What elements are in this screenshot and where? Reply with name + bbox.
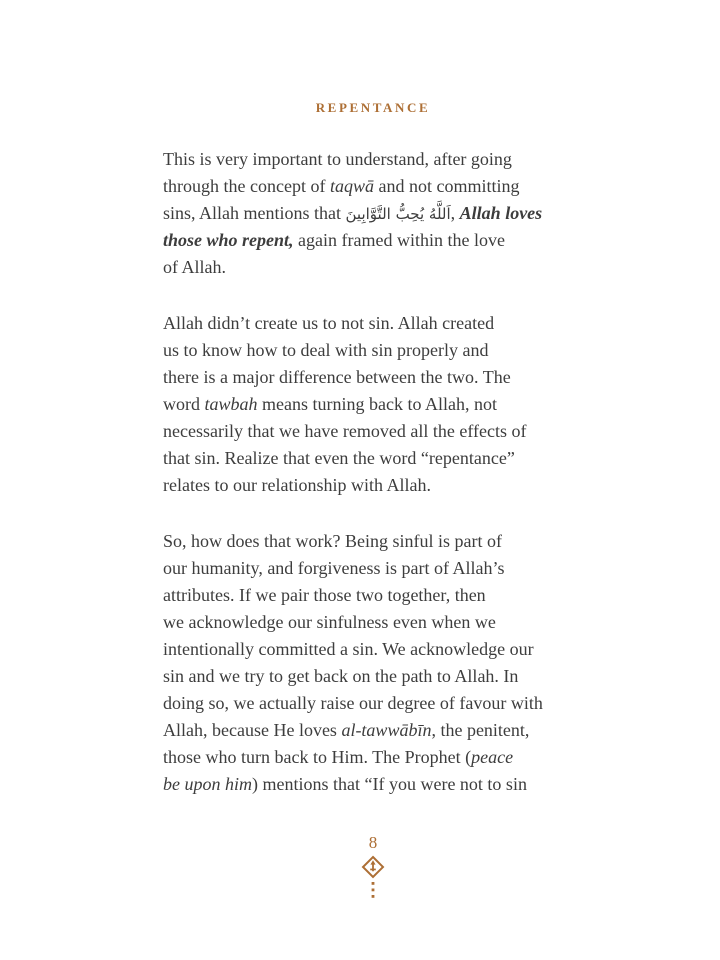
text-run: , the penitent, <box>431 720 530 740</box>
text-run: This is very important to understand, after going <box>163 149 512 169</box>
text-run: again framed within the love <box>293 230 505 250</box>
paragraph <box>163 528 583 798</box>
text-run: Allah loves <box>459 203 543 223</box>
text-line <box>163 173 583 200</box>
text-line <box>163 690 583 717</box>
text-run: intentionally committed a sin. We acknowledge our <box>163 639 534 659</box>
text-run: sins, Allah mentions that <box>163 203 346 223</box>
text-run: necessarily that we have removed all the effects of <box>163 421 527 441</box>
text-run: word <box>163 394 205 414</box>
text-run: there is a major difference between the two. The <box>163 367 511 387</box>
text-line <box>163 555 583 582</box>
text-line <box>163 227 583 254</box>
text-run: So, how does that work? Being sinful is part of <box>163 531 502 551</box>
text-line <box>163 663 583 690</box>
text-run: us to know how to deal with sin properly and <box>163 340 489 360</box>
text-line <box>163 310 583 337</box>
text-run: attributes. If we pair those two together, then <box>163 585 486 605</box>
text-run: Allah didn’t create us to not sin. Allah created <box>163 313 495 333</box>
text-block <box>163 146 583 798</box>
text-run: ) mentions that “If you were not to sin <box>252 774 527 794</box>
text-run: those who repent, <box>163 230 294 250</box>
page-footer <box>163 833 583 905</box>
text-line <box>163 254 583 281</box>
text-line <box>163 771 583 798</box>
text-line <box>163 636 583 663</box>
paragraph <box>163 310 583 499</box>
text-line <box>163 337 583 364</box>
text-run: taqwā <box>329 176 374 196</box>
text-run: those who turn back to Him. The Prophet ( <box>163 747 472 767</box>
text-line <box>163 717 583 744</box>
text-line <box>163 582 583 609</box>
text-run: peace <box>471 747 514 767</box>
text-run: means turning back to Allah, not <box>257 394 497 414</box>
paragraph <box>163 146 583 281</box>
text-run: we acknowledge our sinfulness even when we <box>163 612 496 632</box>
text-run: tawbah <box>204 394 258 414</box>
dot-icon <box>372 882 375 885</box>
diamond-finial-ornament <box>361 855 385 905</box>
text-line <box>163 364 583 391</box>
text-run: relates to our relationship with Allah. <box>163 475 431 495</box>
text-run: doing so, we actually raise our degree of favour with <box>163 693 543 713</box>
text-run: our humanity, and forgiveness is part of Allah’s <box>163 558 505 578</box>
text-run: of Allah. <box>163 257 226 277</box>
text-line <box>163 418 583 445</box>
text-line <box>163 445 583 472</box>
text-run: , <box>450 203 460 223</box>
dot-icon <box>372 889 375 892</box>
text-line <box>163 609 583 636</box>
text-line <box>163 744 583 771</box>
text-line <box>163 146 583 173</box>
running-header: REPENTANCE <box>315 100 431 115</box>
text-line <box>163 528 583 555</box>
text-line <box>163 200 583 227</box>
text-run: al-tawwābīn <box>341 720 432 740</box>
dot-icon <box>372 895 375 898</box>
page-number: 8 <box>368 833 378 852</box>
text-line <box>163 472 583 499</box>
finial-crossbar-icon <box>370 869 376 871</box>
text-run: through the concept of <box>163 176 330 196</box>
text-line <box>163 391 583 418</box>
text-run: that sin. Realize that even the word “repentance” <box>163 448 515 468</box>
text-run: Allah, because He loves <box>163 720 342 740</box>
text-run: sin and we try to get back on the path to Allah. In <box>163 666 519 686</box>
text-run: be upon him <box>163 774 252 794</box>
text-run: and not committing <box>373 176 520 196</box>
arabic-text: اَللَّهُ يُحِبُّ التَّوَّابِينَ <box>345 205 451 223</box>
